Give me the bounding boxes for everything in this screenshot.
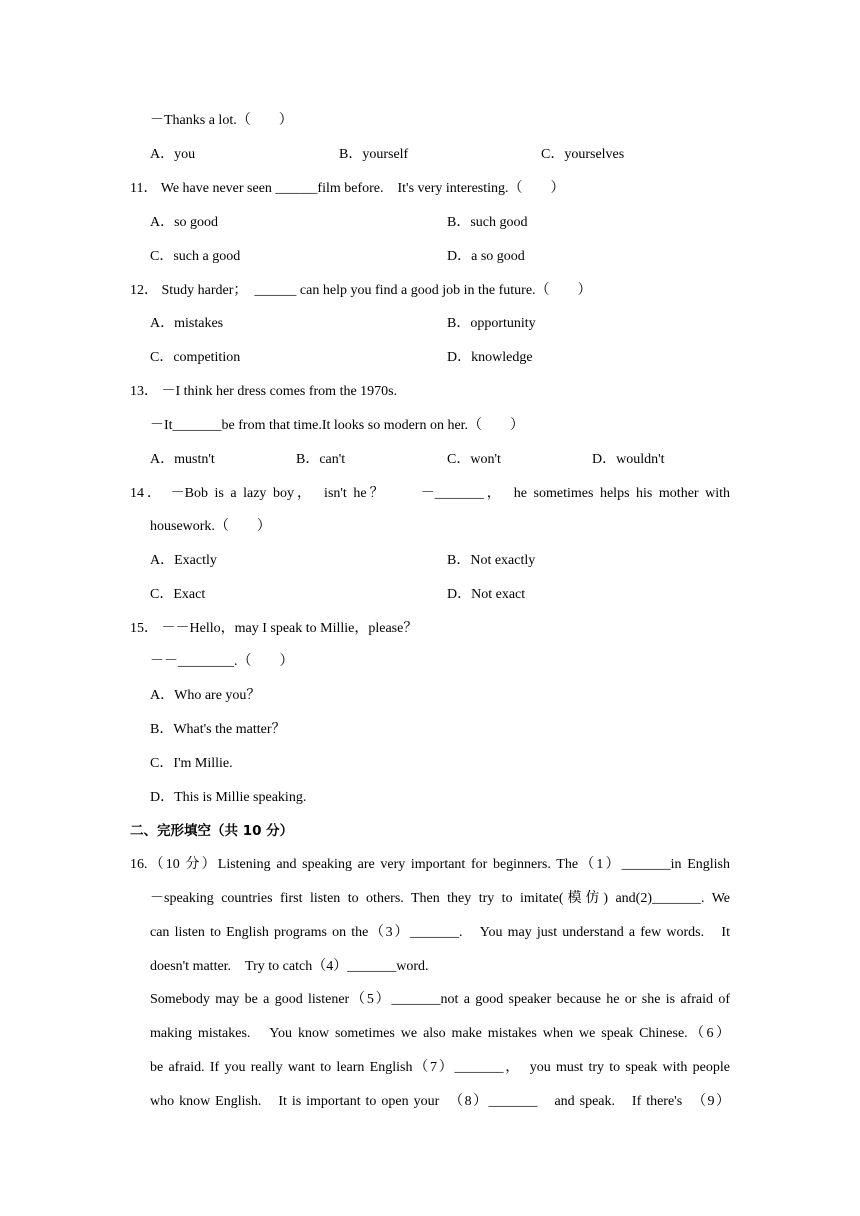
section-heading: 二、完形填空（共 10 分） xyxy=(130,823,294,839)
question-10-reply: －Thanks a lot.（ ） xyxy=(150,113,293,128)
option-b: B．opportunity xyxy=(447,316,536,331)
option-b: B．can't xyxy=(296,452,346,467)
option-b: B．such good xyxy=(447,215,528,230)
question-13-reply: －It_______be from that time.It looks so modern on her.（ ） xyxy=(150,418,525,433)
option-b: B．yourself xyxy=(339,147,409,162)
option-a: A．Exactly xyxy=(150,553,217,568)
option-d: D．wouldn't xyxy=(592,452,665,467)
question-12: 12． Study harder； ______ can help you find a good job in the future.（ ） xyxy=(130,283,592,298)
option-a: A．you xyxy=(150,147,196,162)
passage-line: making mistakes. You know sometimes we also make mistakes when we speak Chinese.（6） xyxy=(150,1026,730,1041)
passage-line: Somebody may be a good listener（5）_______not a good speaker because he or she is afraid of xyxy=(150,992,730,1007)
option-c: C．I'm Millie. xyxy=(150,756,233,771)
option-b: B．Not exactly xyxy=(447,553,536,568)
question-14-continued: housework.（ ） xyxy=(150,519,271,534)
option-d: D．This is Millie speaking. xyxy=(150,790,307,805)
option-c: C．won't xyxy=(447,452,501,467)
passage-line: doesn't matter. Try to catch（4）_______word. xyxy=(150,959,429,974)
question-15-reply: －－________.（ ） xyxy=(150,654,294,669)
option-c: C．yourselves xyxy=(541,147,625,162)
option-a: A．so good xyxy=(150,215,219,230)
passage-line: be afraid. If you really want to learn English（7）_______， you must try to speak with people xyxy=(150,1060,730,1075)
passage-line: 16.（10 分）Listening and speaking are very important for beginners. The（1）_______in English xyxy=(130,857,730,872)
option-d: D．knowledge xyxy=(447,350,533,365)
passage-line: －speaking countries first listen to others. Then they try to imitate(模仿) and(2)_______. We xyxy=(150,891,730,906)
option-c: C．Exact xyxy=(150,587,206,602)
option-b: B．What's the matter？ xyxy=(150,722,286,737)
option-c: C．competition xyxy=(150,350,241,365)
option-d: D．Not exact xyxy=(447,587,526,602)
option-d: D．a so good xyxy=(447,249,525,264)
question-11: 11． We have never seen ______film before. It's very interesting.（ ） xyxy=(130,181,565,196)
option-a: A．mistakes xyxy=(150,316,224,331)
question-14: 14． －Bob is a lazy boy， isn't he？ －_______， he sometimes helps his mother with xyxy=(130,486,730,501)
passage-line: who know English. It is important to open your （8）_______ and speak. If there's （9） xyxy=(150,1094,730,1109)
option-c: C．such a good xyxy=(150,249,241,264)
option-a: A．mustn't xyxy=(150,452,215,467)
question-13: 13． －I think her dress comes from the 1970s. xyxy=(130,384,398,399)
option-a: A．Who are you？ xyxy=(150,688,261,703)
passage-line: can listen to English programs on the（3）_______. You may just understand a few words. It xyxy=(150,925,730,940)
question-15: 15． －－Hello，may I speak to Millie，please？ xyxy=(130,621,418,636)
